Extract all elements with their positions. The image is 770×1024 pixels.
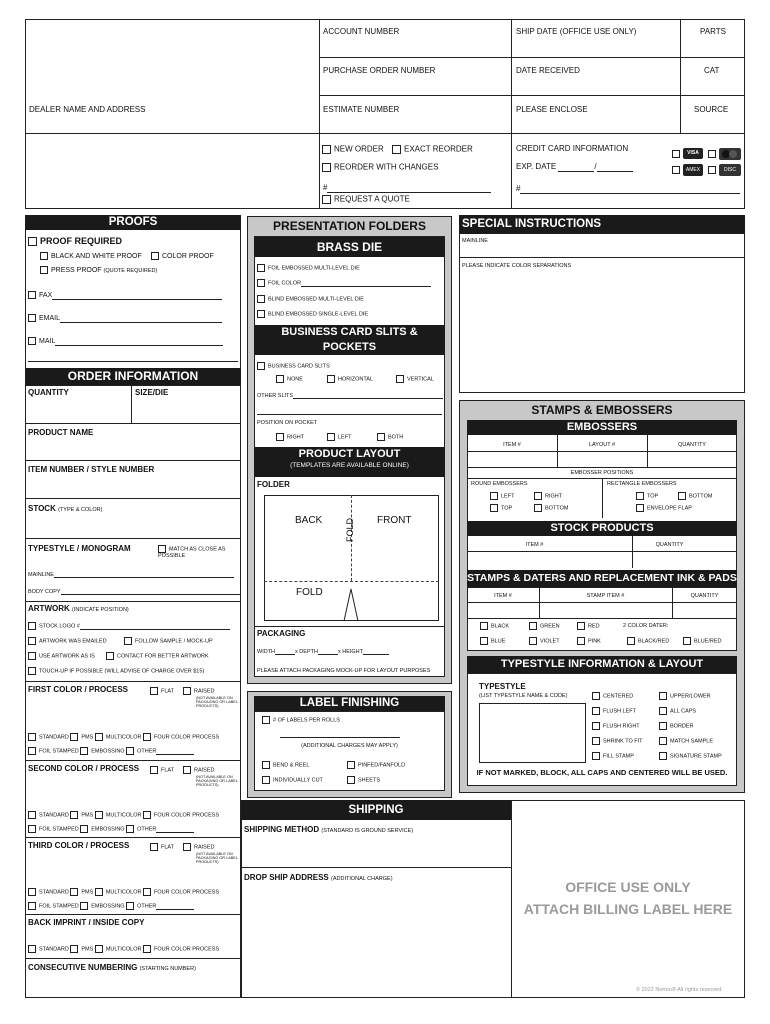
round-right-option[interactable]: RIGHT — [534, 492, 562, 500]
checkbox[interactable] — [257, 310, 265, 318]
round-left-option[interactable]: LEFT — [490, 492, 514, 500]
centered-option[interactable]: CENTERED — [592, 692, 633, 700]
checkbox[interactable] — [257, 295, 265, 303]
blind-multi-option[interactable]: BLIND EMBOSSED MULTI-LEVEL DIE — [257, 295, 364, 303]
checkbox[interactable] — [28, 637, 36, 645]
estimate-number-label: ESTIMATE NUMBER — [323, 105, 400, 114]
brass-die-title: BRASS DIE — [254, 237, 445, 257]
checkbox[interactable] — [183, 766, 191, 774]
other-slits-field[interactable]: OTHER SLITS — [257, 393, 443, 399]
typestyle-footer: IF NOT MARKED, BLOCK, ALL CAPS AND CENTERED WILL BE USED. — [476, 768, 728, 777]
checkbox[interactable] — [672, 150, 680, 158]
new-order-option[interactable]: NEW ORDER — [322, 145, 384, 154]
discover-card-icon: DISC — [719, 164, 741, 176]
checkbox[interactable] — [396, 375, 404, 383]
use-as-is-option[interactable]: USE ARTWORK AS IS — [28, 652, 95, 660]
checkbox[interactable] — [672, 166, 680, 174]
shipping-method-label: SHIPPING METHOD — [244, 825, 320, 834]
office-use-label: OFFICE USE ONLY — [565, 879, 691, 895]
color-separations-label: PLEASE INDICATE COLOR SEPARATIONS — [462, 263, 572, 269]
stock-products-title: STOCK PRODUCTS — [467, 521, 737, 536]
foil-checkbox[interactable] — [28, 747, 36, 755]
checkbox[interactable] — [158, 545, 166, 553]
multicolor-checkbox[interactable] — [95, 811, 103, 819]
pocket-both-option[interactable]: BOTH — [377, 433, 403, 441]
standard-checkbox[interactable] — [28, 733, 36, 741]
blue-option[interactable]: BLUE — [480, 637, 505, 645]
checkbox[interactable] — [592, 692, 600, 700]
typestyle-input[interactable] — [479, 703, 586, 763]
checkbox[interactable] — [150, 766, 158, 774]
black-option[interactable]: BLACK — [480, 622, 509, 630]
shrink-option[interactable]: SHRINK TO FIT — [592, 737, 643, 745]
touchup-option[interactable]: TOUCH-UP IF POSSIBLE (WILL ADVISE OF CHARGE OVER $15) — [28, 667, 204, 675]
size-die-label: SIZE/DIE — [135, 388, 169, 397]
daters-item-header: ITEM # — [494, 593, 512, 599]
artwork-label: ARTWORK — [28, 604, 70, 613]
fold-label: FOLD — [296, 587, 323, 598]
all-caps-option[interactable]: ALL CAPS — [659, 707, 696, 715]
reorder-changes-option[interactable]: REORDER WITH CHANGES — [322, 163, 438, 172]
checkbox[interactable] — [627, 637, 635, 645]
label-finishing-title: LABEL FINISHING — [254, 696, 445, 711]
ship-date-label: SHIP DATE (OFFICE USE ONLY) — [516, 27, 637, 36]
fill-stamp-option[interactable]: FILL STAMP — [592, 752, 634, 760]
amex-option[interactable] — [672, 161, 703, 179]
multicolor-checkbox[interactable] — [95, 888, 103, 896]
embosser-positions-label: EMBOSSER POSITIONS — [570, 470, 634, 476]
pms-checkbox[interactable] — [70, 733, 78, 741]
stamp-item-header: STAMP ITEM # — [586, 593, 625, 599]
purchase-order-label: PURCHASE ORDER NUMBER — [323, 66, 436, 75]
pinfed-option[interactable]: PINFED/FANFOLD — [347, 761, 405, 769]
foil-multi-option[interactable]: FOIL EMBOSSED MULTI-LEVEL DIE — [257, 264, 360, 272]
labels-per-roll-option[interactable]: # OF LABELS PER ROLLS — [262, 716, 340, 724]
bend-reel-option[interactable]: BEND & REEL — [262, 761, 309, 769]
pms-checkbox[interactable] — [70, 945, 78, 953]
product-layout-title: PRODUCT LAYOUT (TEMPLATES ARE AVAILABLE ONLINE) — [254, 447, 445, 477]
checkbox[interactable] — [150, 687, 158, 695]
order-info-title: ORDER INFORMATION — [25, 368, 241, 385]
special-instructions-title: SPECIAL INSTRUCTIONS — [459, 215, 745, 234]
checkbox[interactable] — [659, 737, 667, 745]
rect-top-option[interactable]: TOP — [636, 492, 658, 500]
blind-single-option[interactable]: BLIND EMBOSSED SINGLE-LEVEL DIE — [257, 310, 368, 318]
stock-logo-field[interactable]: STOCK LOGO # — [28, 622, 230, 630]
amex-card-icon: AMEX — [683, 164, 703, 176]
match-option[interactable]: MATCH AS CLOSE AS POSSIBLE — [158, 546, 226, 559]
email-field[interactable]: EMAIL — [28, 314, 222, 323]
checkbox[interactable] — [529, 622, 537, 630]
checkbox[interactable] — [106, 652, 114, 660]
checkbox[interactable] — [392, 145, 401, 154]
checkbox[interactable] — [257, 264, 265, 272]
checkbox[interactable] — [262, 776, 270, 784]
date-received-label: DATE RECEIVED — [516, 66, 580, 75]
product-name-label: PRODUCT NAME — [28, 428, 94, 437]
checkbox[interactable] — [659, 707, 667, 715]
quantity-col-header: QUANTITY — [678, 442, 706, 448]
green-option[interactable]: GREEN — [529, 622, 560, 630]
stock-label: STOCK (TYPE & COLOR) — [28, 504, 103, 513]
checkbox[interactable] — [322, 163, 331, 172]
embossing-checkbox[interactable] — [80, 747, 88, 755]
standard-checkbox[interactable] — [28, 888, 36, 896]
mainline-field[interactable]: MAINLINE — [28, 572, 234, 578]
proofs-title: PROOFS — [25, 215, 241, 230]
pms-checkbox[interactable] — [70, 811, 78, 819]
layout-col-header: LAYOUT # — [588, 442, 616, 448]
checkbox[interactable] — [327, 375, 335, 383]
checkbox[interactable] — [577, 622, 585, 630]
checkbox[interactable] — [708, 150, 716, 158]
discover-option[interactable] — [708, 161, 741, 179]
daters-quantity-header: QUANTITY — [690, 593, 719, 599]
checkbox[interactable] — [124, 637, 132, 645]
checkbox[interactable] — [480, 637, 488, 645]
checkbox[interactable] — [636, 492, 644, 500]
raised-note: (NOT AVAILABLE ON PACKAGING OR LABEL PRODUCTS) — [196, 852, 238, 865]
follow-sample-option[interactable]: FOLLOW SAMPLE / MOCK-UP — [124, 637, 213, 645]
checkbox[interactable] — [327, 433, 335, 441]
packaging-label: PACKAGING — [257, 629, 306, 638]
foil-color-field[interactable]: FOIL COLOR — [257, 279, 431, 287]
black-red-option[interactable]: BLACK/RED — [627, 637, 669, 645]
account-number-label: ACCOUNT NUMBER — [323, 27, 400, 36]
raised-note: (NOT AVAILABLE ON PACKAGING OR LABEL PRODUCTS) — [196, 775, 238, 788]
checkbox[interactable] — [257, 362, 265, 370]
multicolor-checkbox[interactable] — [95, 945, 103, 953]
standard-checkbox[interactable] — [28, 945, 36, 953]
color-proof-option[interactable]: COLOR PROOF — [151, 252, 214, 261]
checkbox[interactable] — [683, 637, 691, 645]
checkbox[interactable] — [529, 637, 537, 645]
round-top-option[interactable]: TOP — [490, 504, 512, 512]
raised-note: (NOT AVAILABLE ON PACKAGING OR LABEL PRODUCTS) — [196, 696, 238, 709]
blue-red-option[interactable]: BLUE/RED — [683, 637, 722, 645]
stock-item-header: ITEM # — [525, 542, 544, 548]
pocket-notch-icon — [336, 581, 366, 621]
violet-option[interactable]: VIOLET — [529, 637, 560, 645]
match-sample-option[interactable]: MATCH SAMPLE — [659, 737, 713, 745]
vertical-option[interactable]: VERTICAL — [396, 375, 434, 383]
source-label: SOURCE — [694, 105, 729, 114]
item-col-header: ITEM # — [503, 442, 521, 448]
checkbox[interactable] — [28, 622, 36, 630]
item-number-label: ITEM NUMBER / STYLE NUMBER — [28, 465, 155, 474]
presentation-folders-title: PRESENTATION FOLDERS — [273, 219, 426, 233]
embossers-title: EMBOSSERS — [467, 420, 737, 435]
exp-date-field[interactable]: EXP. DATE / — [516, 163, 633, 172]
envelope-flap-option[interactable]: ENVELOPE FLAP — [636, 504, 692, 512]
request-quote-option[interactable]: REQUEST A QUOTE — [322, 195, 410, 204]
fax-field[interactable]: FAX — [28, 291, 222, 300]
quantity-label: QUANTITY — [28, 388, 69, 397]
third-color-label: THIRD COLOR / PROCESS — [28, 841, 130, 850]
embossing-checkbox[interactable] — [80, 825, 88, 833]
checkbox[interactable] — [490, 492, 498, 500]
parts-label: PARTS — [700, 27, 726, 36]
flat-option[interactable]: FLAT — [150, 843, 174, 851]
four-color-checkbox[interactable] — [143, 811, 151, 819]
checkbox[interactable] — [659, 752, 667, 760]
foil-checkbox[interactable] — [28, 825, 36, 833]
checkbox[interactable] — [534, 504, 542, 512]
first-color-label: FIRST COLOR / PROCESS — [28, 685, 129, 694]
card-slits-option[interactable]: BUSINESS CARD SLITS — [257, 362, 330, 370]
round-bottom-option[interactable]: BOTTOM — [534, 504, 568, 512]
checkbox[interactable] — [28, 667, 36, 675]
rect-bottom-option[interactable]: BOTTOM — [678, 492, 712, 500]
checkbox[interactable] — [40, 266, 48, 274]
checkbox[interactable] — [534, 492, 542, 500]
body-copy-field[interactable]: BODY COPY — [28, 589, 241, 595]
checkbox[interactable] — [592, 752, 600, 760]
visa-card-icon: VISA — [683, 148, 703, 159]
standard-checkbox[interactable] — [28, 811, 36, 819]
none-option[interactable]: NONE — [276, 375, 303, 383]
press-proof-option[interactable]: PRESS PROOF (QUOTE REQUIRED) — [40, 266, 157, 275]
checkbox[interactable] — [28, 337, 36, 345]
flat-option[interactable]: FLAT — [150, 687, 174, 695]
typestyle-label: TYPESTYLE — [479, 682, 526, 691]
checkbox[interactable] — [151, 252, 159, 260]
other-checkbox[interactable] — [126, 902, 134, 910]
typestyle-info-title: TYPESTYLE INFORMATION & LAYOUT — [467, 656, 737, 673]
contact-artwork-option[interactable]: CONTACT FOR BETTER ARTWORK — [106, 652, 209, 660]
checkbox[interactable] — [659, 722, 667, 730]
foil-checkbox[interactable] — [28, 902, 36, 910]
back-imprint-label: BACK IMPRINT / INSIDE COPY — [28, 918, 145, 927]
fold-vertical-label: FOLD — [345, 517, 355, 542]
checkbox[interactable] — [28, 652, 36, 660]
raised-option[interactable]: RAISED — [183, 766, 214, 774]
typestyle-note: (LIST TYPESTYLE NAME & CODE) — [479, 693, 568, 699]
typestyle-label: TYPESTYLE / MONOGRAM — [28, 544, 131, 553]
checkbox[interactable] — [490, 504, 498, 512]
pms-checkbox[interactable] — [70, 888, 78, 896]
additional-charges-note: (ADDITIONAL CHARGES MAY APPLY) — [301, 743, 398, 749]
second-color-label: SECOND COLOR / PROCESS — [28, 764, 140, 773]
stock-quantity-header: QUANTITY — [655, 542, 684, 548]
mastercard-icon — [719, 148, 741, 160]
raised-option[interactable]: RAISED — [183, 843, 214, 851]
checkbox[interactable] — [40, 252, 48, 260]
stamps-embossers-title: STAMPS & EMBOSSERS — [531, 403, 673, 417]
dealer-name-label: DEALER NAME AND ADDRESS — [29, 105, 146, 114]
checkbox[interactable] — [262, 761, 270, 769]
pocket-position-label: POSITION ON POCKET — [257, 420, 318, 426]
four-color-checkbox[interactable] — [143, 888, 151, 896]
red-option[interactable]: RED — [577, 622, 600, 630]
pink-option[interactable]: PINK — [577, 637, 601, 645]
two-color-dater-label: 2 COLOR DATER: — [623, 623, 669, 629]
please-enclose-label: PLEASE ENCLOSE — [516, 105, 588, 114]
checkbox[interactable] — [28, 237, 37, 246]
proof-required-option[interactable]: PROOF REQUIRED — [28, 237, 122, 247]
checkbox[interactable] — [480, 622, 488, 630]
front-label: FRONT — [377, 515, 412, 526]
checkbox[interactable] — [592, 722, 600, 730]
checkbox[interactable] — [28, 291, 36, 299]
checkbox[interactable] — [183, 843, 191, 851]
checkbox[interactable] — [322, 195, 331, 204]
copyright: © 2022 Norton® All rights reserved. — [636, 987, 723, 993]
checkbox[interactable] — [276, 375, 284, 383]
slits-title: BUSINESS CARD SLITS & POCKETS (FOLDERS ONLY) — [254, 325, 445, 355]
checkbox[interactable] — [708, 166, 716, 174]
credit-card-label: CREDIT CARD INFORMATION — [516, 144, 629, 153]
back-label: BACK — [295, 515, 323, 526]
card-number-field[interactable]: # — [516, 185, 740, 194]
sheets-option[interactable]: SHEETS — [347, 776, 380, 784]
checkbox[interactable] — [28, 314, 36, 322]
checkbox[interactable] — [377, 433, 385, 441]
horizontal-option[interactable]: HORIZONTAL — [327, 375, 373, 383]
daters-title: STAMPS & DATERS AND REPLACEMENT INK & PADS — [467, 570, 737, 587]
embossing-checkbox[interactable] — [80, 902, 88, 910]
round-embossers-label: ROUND EMBOSSERS — [471, 481, 528, 487]
checkbox[interactable] — [577, 637, 585, 645]
checkbox[interactable] — [150, 843, 158, 851]
other-checkbox[interactable] — [126, 825, 134, 833]
packaging-dimensions[interactable]: WIDTH x DEPTH x HEIGHT — [257, 649, 389, 655]
cat-label: CAT — [704, 66, 720, 75]
upper-lower-option[interactable]: UPPER/LOWER — [659, 692, 711, 700]
raised-option[interactable]: RAISED — [183, 687, 214, 695]
consecutive-label: CONSECUTIVE NUMBERING — [28, 963, 138, 972]
checkbox[interactable] — [262, 716, 270, 724]
checkbox[interactable] — [322, 145, 331, 154]
flat-option[interactable]: FLAT — [150, 766, 174, 774]
checkbox[interactable] — [636, 504, 644, 512]
special-mainline-label: MAINLINE — [462, 238, 488, 244]
reorder-number-field[interactable]: # — [323, 184, 491, 193]
folder-label: FOLDER — [257, 480, 290, 489]
signature-option[interactable]: SIGNATURE STAMP — [659, 752, 722, 760]
pocket-left-option[interactable]: LEFT — [327, 433, 351, 441]
drop-ship-label: DROP SHIP ADDRESS — [244, 873, 329, 882]
border-option[interactable]: BORDER — [659, 722, 694, 730]
artwork-emailed-option[interactable]: ARTWORK WAS EMAILED — [28, 637, 107, 645]
checkbox[interactable] — [347, 776, 355, 784]
checkbox[interactable] — [592, 737, 600, 745]
pocket-right-option[interactable]: RIGHT — [276, 433, 304, 441]
multicolor-checkbox[interactable] — [95, 733, 103, 741]
individually-cut-option[interactable]: INDIVIDUALLY CUT — [262, 776, 323, 784]
checkbox[interactable] — [678, 492, 686, 500]
billing-label-area[interactable]: ATTACH BILLING LABEL HERE — [523, 901, 733, 917]
checkbox[interactable] — [276, 433, 284, 441]
special-instructions-box — [459, 215, 745, 393]
shipping-title: SHIPPING — [241, 800, 511, 820]
four-color-checkbox[interactable] — [143, 945, 151, 953]
checkbox[interactable] — [347, 761, 355, 769]
other-checkbox[interactable] — [126, 747, 134, 755]
flush-right-option[interactable]: FLUSH RIGHT — [592, 722, 640, 730]
bw-proof-option[interactable]: BLACK AND WHITE PROOF — [40, 252, 142, 261]
checkbox[interactable] — [257, 279, 265, 287]
mail-field[interactable]: MAIL — [28, 337, 223, 346]
four-color-checkbox[interactable] — [143, 733, 151, 741]
checkbox[interactable] — [183, 687, 191, 695]
mockup-note: PLEASE ATTACH PACKAGING MOCK-UP FOR LAYOUT PURPOSES — [257, 668, 431, 674]
flush-left-option[interactable]: FLUSH LEFT — [592, 707, 636, 715]
checkbox[interactable] — [659, 692, 667, 700]
rectangle-embossers-label: RECTANGLE EMBOSSERS — [607, 481, 677, 487]
checkbox[interactable] — [592, 707, 600, 715]
exact-reorder-option[interactable]: EXACT REORDER — [392, 145, 473, 154]
